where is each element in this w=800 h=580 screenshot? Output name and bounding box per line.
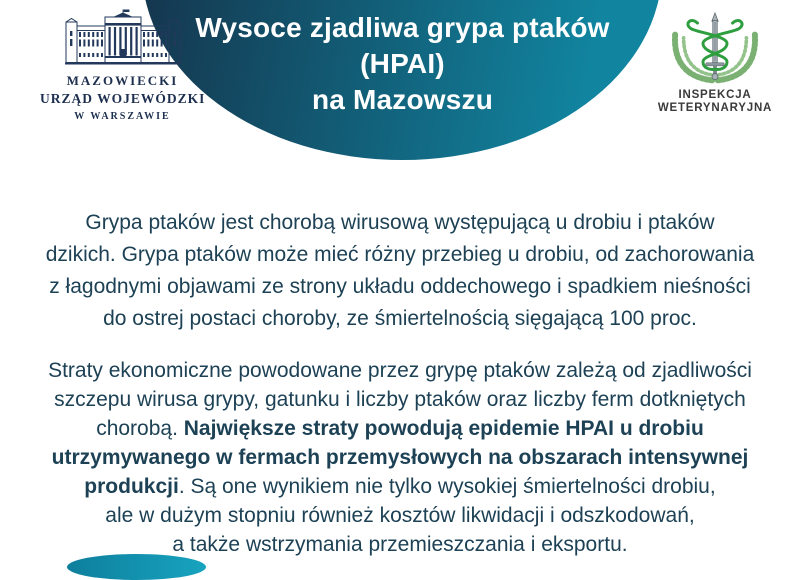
title-line-1: Wysoce zjadliwa grypa ptaków (195, 12, 610, 43)
body-text (20, 186, 780, 580)
vet-logo-line-2: WETERYNARYJNA (657, 102, 773, 114)
veterinary-caduceus-icon (655, 12, 775, 84)
muw-logo (40, 9, 205, 122)
muw-logo-line-2: URZĄD WOJEWÓDZKI (40, 91, 206, 106)
vet-logo (648, 12, 782, 115)
title-line-2: (HPAI) (360, 48, 445, 79)
footer-arc-shape (67, 554, 206, 580)
page-title (150, 10, 655, 118)
muw-logo-line-1: MAZOWIECKI (66, 73, 179, 88)
title-line-3: na Mazowszu (311, 84, 494, 115)
paragraph-2: Straty ekonomiczne powodowane przez grypę ptaków zależą od zjadliwości szczepu wirusa grypy, gatunku i liczby ptaków oraz liczby ferm dotkniętych chorobą. Największe straty powodują epidemie HPAI u drobiu utrzymywanego w fermach przemysłowych na obszarach intensywnej produkcji. Są one wynikiem nie tylko wysokiej śmiertelności drobiu, ale w dużym stopniu również kosztów likwidacji i odszkodowań, a także wstrzymania przemieszczania i eksportu. (48, 359, 752, 556)
vet-logo-line-1: INSPEKCJA (678, 89, 752, 101)
paragraph-1: Grypa ptaków jest chorobą wirusową występującą u drobiu i ptaków dzikich. Grypa ptaków może mieć różny przebieg u drobiu, od zachorowania z łagodnymi objawami ze strony układu oddechowego i spadkiem nieśności do ostrej postaci choroby, ze śmiertelnością sięgającą 100 proc. (45, 211, 755, 330)
muw-logo-line-3: W WARSZAWIE (74, 111, 171, 122)
government-building-icon (63, 9, 183, 67)
